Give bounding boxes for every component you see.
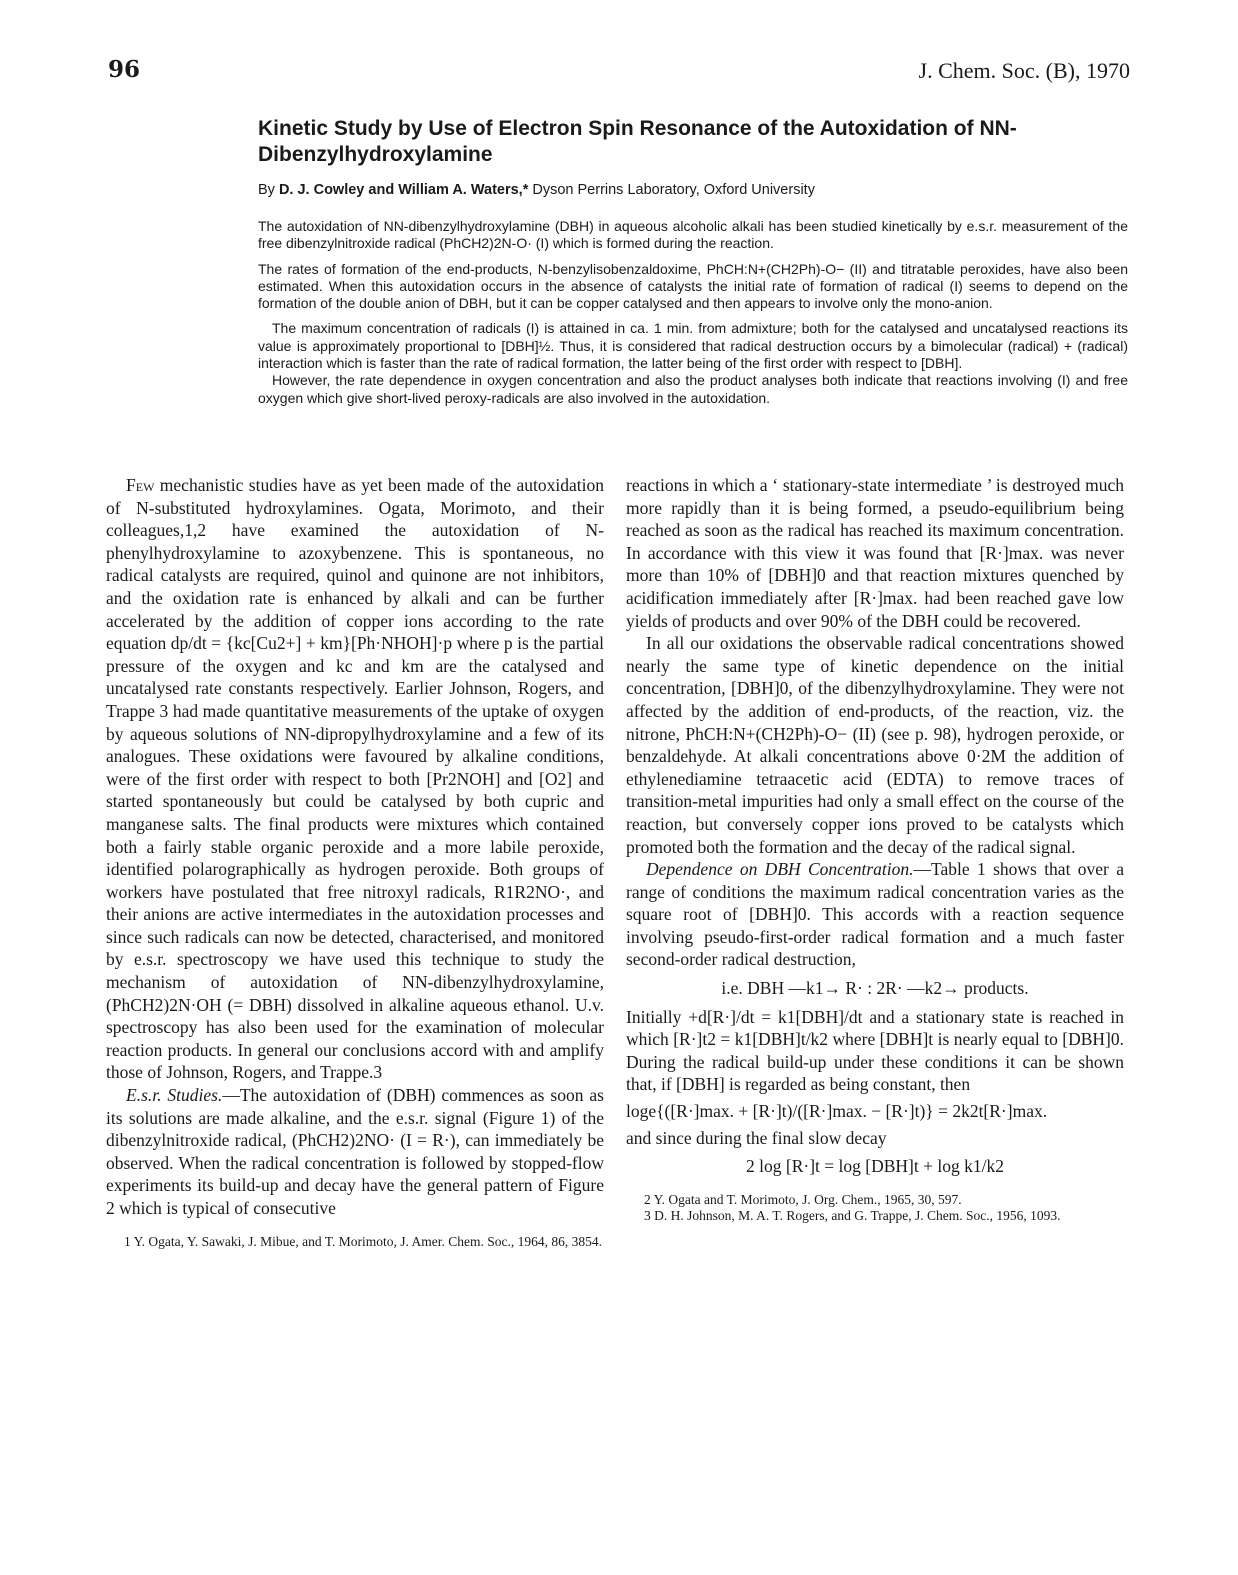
footnote: 2 Y. Ogata and T. Morimoto, J. Org. Chem., 1965, 30, 597. — [644, 1191, 962, 1207]
footnotes — [626, 1192, 1124, 1224]
body-text: —Table 1 shows that over a range of conditions the maximum radical concentration varies as the square root of [DBH]0. This accords with a reaction sequence involving pseudo-first-order radical formation and a much faster second-order radical destruction, — [626, 859, 1125, 970]
author-line — [258, 182, 1138, 198]
page-number: 96 — [108, 56, 141, 83]
author-names: D. J. Cowley and William A. Waters,* — [278, 182, 529, 198]
equation: loge{([R·]max. + [R·]t)/([R·]max. − [R·]t)} = 2k2t[R·]max. — [626, 1101, 1048, 1122]
affiliation: Dyson Perrins Laboratory, Oxford University — [532, 182, 815, 198]
body-paragraph — [106, 474, 604, 1084]
equation: 2 log [R·]t = log [DBH]t + log k1/k2 — [746, 1156, 1004, 1177]
abstract-paragraph: The maximum concentration of radicals (I) is attained in ca. 1 min. from admixture; both for the catalysed and uncatalysed reactions its value is approximately proportional to [DBH]½. Thus, it is considered that radical destruction occurs by a bimolecular (radical) + (radical) interaction which is faster than the rate of radical formation, the latter being of the first order with respect to [DBH]. — [258, 320, 1128, 372]
article-title: Kinetic Study by Use of Electron Spin Resonance of the Autoxidation of NN-Dibenzylhydroxylamine — [258, 117, 1017, 166]
equation: i.e. DBH —k1→ R· : 2R· —k2→ products. — [721, 978, 1029, 999]
body-paragraph: and since during the final slow decay — [626, 1127, 887, 1148]
body-paragraph — [106, 1084, 604, 1220]
footnote: 3 D. H. Johnson, M. A. T. Rogers, and G. Trappe, J. Chem. Soc., 1956, 1093. — [644, 1207, 1061, 1223]
left-column — [106, 474, 604, 1250]
drop-lead-word: Few — [126, 475, 155, 495]
body-paragraph: Initially +d[R·]/dt = k1[DBH]/dt and a stationary state is reached in which [R·]t2 = k1[DBH]t/k2 where [DBH]t is nearly equal to [DBH]0. During the radical build-up under these conditions it can be shown that, if [DBH] is regarded as being constant, then — [626, 1006, 1124, 1095]
section-heading: Dependence on DBH Concentration. — [646, 859, 914, 880]
footnotes — [106, 1234, 604, 1250]
body-text: mechanistic studies have as yet been made of the autoxidation of N-substituted hydroxylamines. Ogata, Morimoto, and their colleagues,1,2 have examined the autoxidation of N-phenylhydroxylamine to azoxybenzene. This is spontaneous, no radical catalysts are required, quinol and quinone are not inhibitors, and the oxidation rate is enhanced by alkali and can be further accelerated by the addition of copper ions according to the rate equation dp/dt = {kc[Cu2+] + km}[Ph·NHOH]·p where p is the partial pressure of the oxygen and kc and km are the catalysed and uncatalysed rate constants respectively. Earlier Johnson, Rogers, and Trappe 3 had made quantitative measurements of the uptake of oxygen by aqueous solutions of NN-dipropylhydroxylamine and a few of its analogues. These oxidations were favoured by alkaline conditions, were of the first order with respect to both [Pr2NOH] and [O2] and started spontaneously but could be catalysed by both cupric and manganese salts. The final products were mixtures which contained both a fairly stable organic peroxide and a more labile peroxide, identified polarographically as hydrogen peroxide. Both groups of workers have postulated that free nitroxyl radicals, R1R2NO·, and their anions are active intermediates in the autoxidation processes and since such radicals can now be detected, characterised, and monitored by e.s.r. spectroscopy we have used this technique to study the mechanism of autoxidation of NN-dibenzylhydroxylamine, (PhCH2)2N·OH (= DBH) dissolved in alkaline aqueous ethanol. U.v. spectroscopy has also been used for the examination of molecular reaction products. In general our conclusions accord with and amplify those of Johnson, Rogers, and Trappe.3 — [106, 475, 604, 1083]
footnote: 1 Y. Ogata, Y. Sawaki, J. Mibue, and T. Morimoto, J. Amer. Chem. Soc., 1964, 86, 3854. — [124, 1233, 602, 1249]
body-paragraph: reactions in which a ‘ stationary-state intermediate ’ is destroyed much more rapidly than it is being formed, a pseudo-equilibrium being reached as soon as the radical has reached its maximum concentration. In accordance with this view it was found that [R·]max. was never more than 10% of [DBH]0 and that reaction mixtures quenched by acidification immediately after [R·]max. had been reached gave low yields of products and over 90% of the DBH could be recovered. — [626, 475, 1124, 631]
authors-prefix: By — [258, 182, 275, 198]
abstract-paragraph: However, the rate dependence in oxygen concentration and also the product analyses both indicate that reactions involving (I) and free oxygen which give short-lived peroxy-radicals are also involved in the autoxidation. — [258, 372, 1128, 406]
body-paragraph: In all our oxidations the observable radical concentrations showed nearly the same type of kinetic dependence on the initial concentration, [DBH]0, of the dibenzylhydroxylamine. They were not affected by the addition of end-products, of the reaction, viz. the nitrone, PhCH:N+(CH2Ph)-O− (II) (see p. 98), hydrogen peroxide, or benzaldehyde. At alkali concentrations above 0·2M the addition of ethylenediamine tetraacetic acid (EDTA) to remove traces of transition-metal impurities had only a small effect on the course of the reaction, but conversely copper ions proved to be catalysts which promoted both the formation and the decay of the radical signal. — [626, 633, 1124, 857]
right-column — [626, 474, 1124, 1224]
body-text: —The autoxidation of (DBH) commences as soon as its solutions are made alkaline, and the e.s.r. signal (Figure 1) of the dibenzylnitroxide radical, (PhCH2)2NO· (I = R·), can immediately be observed. When the radical concentration is followed by stopped-flow experiments its build-up and decay have the general pattern of Figure 2 which is typical of consecutive — [106, 1085, 604, 1218]
abstract — [258, 218, 1128, 407]
abstract-paragraph: The rates of formation of the end-products, N-benzylisobenzaldoxime, PhCH:N+(CH2Ph)-O− (II) and titratable peroxides, have also been estimated. When this autoxidation occurs in the absence of catalysts the initial rate of formation of radical (I) seems to depend on the formation of the double anion of DBH, but it can be copper catalysed and then appears to involve only the mono-anion. — [258, 260, 1128, 312]
journal-running-head: J. Chem. Soc. (B), 1970 — [918, 58, 1130, 83]
body-paragraph — [626, 858, 1124, 971]
section-heading: E.s.r. Studies. — [126, 1085, 223, 1106]
abstract-paragraph: The autoxidation of NN-dibenzylhydroxylamine (DBH) in aqueous alcoholic alkali has been studied kinetically by e.s.r. measurement of the free dibenzylnitroxide radical (PhCH2)2N-O· (I) which is formed during the reaction. — [258, 218, 1128, 252]
